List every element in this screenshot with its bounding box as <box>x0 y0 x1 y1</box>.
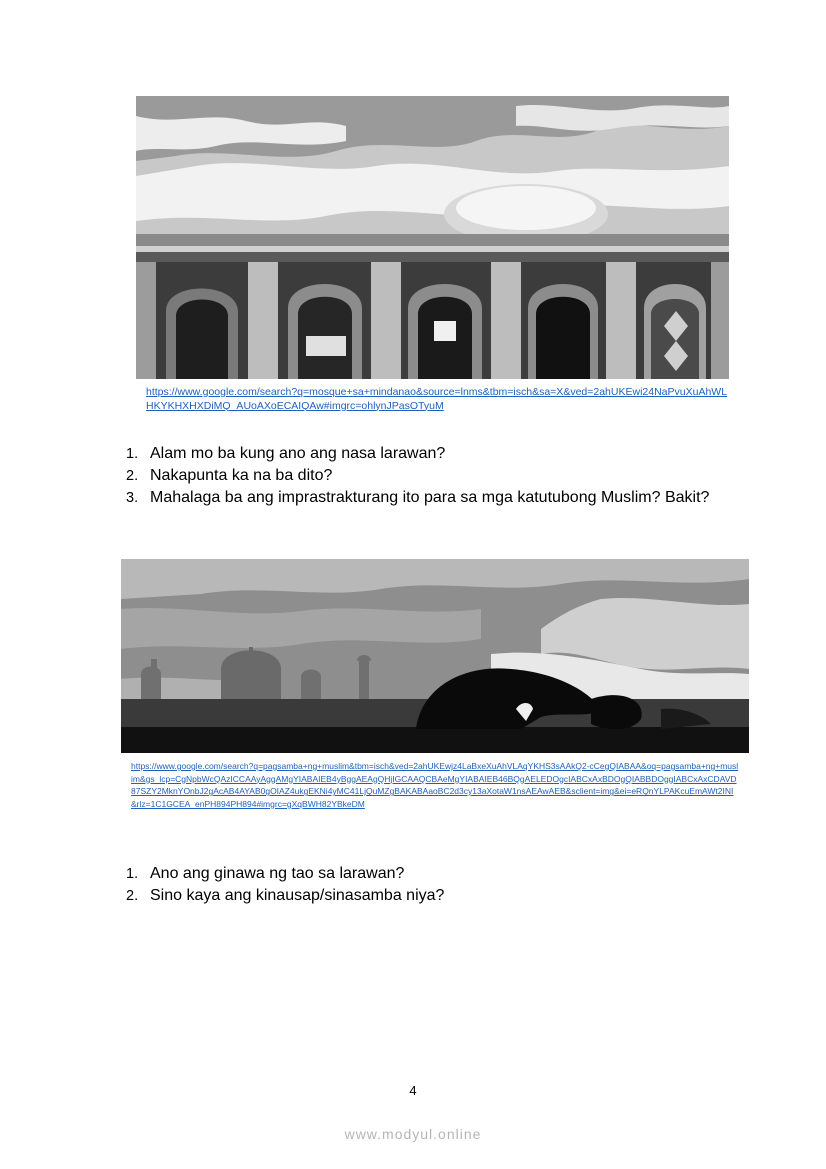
question-text: Mahalaga ba ang imprastrakturang ito para sa mga katutubong Muslim? Bakit? <box>150 489 710 506</box>
mosque-mindanao-photo <box>136 96 729 379</box>
list-number: 2. <box>126 468 139 484</box>
question-text: Nakapunta ka na ba dito? <box>150 467 333 484</box>
muslim-praying-silhouette <box>121 559 749 753</box>
question-text: Ano ang ginawa ng tao sa larawan? <box>150 865 405 882</box>
list-item <box>126 487 726 509</box>
list-number: 2. <box>126 888 139 904</box>
question-text: Alam mo ba kung ano ang nasa larawan? <box>150 445 446 462</box>
image-source-link[interactable]: https://www.google.com/search?q=mosque+sa+mindanao&source=lnms&tbm=isch&sa=X&ved=2ahUKEwi24NaPvuXuAhWLHKYKHXHXDiMQ_AUoAXoECAIQAw#imgrc=ohlynJPasOTyuM <box>146 386 728 412</box>
question-list-1 <box>126 443 726 509</box>
list-item <box>126 863 726 885</box>
list-item <box>126 465 726 487</box>
watermark: www.modyul.online <box>344 1126 482 1142</box>
list-number: 1. <box>126 866 139 882</box>
page-number: 4 <box>409 1083 417 1098</box>
list-number: 3. <box>126 490 139 506</box>
question-list-2 <box>126 863 726 907</box>
list-item <box>126 885 726 907</box>
image-source-link[interactable]: https://www.google.com/search?q=pagsamba+ng+muslim&tbm=isch&ved=2ahUKEwjz4LaBxeXuAhVLAqYKHS3sAAkQ2-cCegQIABAA&oq=pagsamba+ng+muslim&gs_lcp=CgNpbWcQAzICCAAyAggAMgYIABAIEB4yBggAEAgQHjIGCAAQCBAeMgYIABAIEB46BQgAELEDOgcIABCxAxBDOgQIABBDOggIABCxAxCDAVD87SZY2MknYOnbJ2gAcAB4AYAB0gOIAZ4ukgEKNi4yMC41LjQuMZgBAKABAaoBC2d3cy13aXotaW1nsAEAwAEB&sclient=img&ei=eRQnYLPAKcuEmAWt2INI&rlz=1C1GCEA_enPH894PH894#imgrc=gXqBWH82YBkeDM <box>131 761 739 809</box>
question-text: Sino kaya ang kinausap/sinasamba niya? <box>150 887 445 904</box>
list-item <box>126 443 726 465</box>
list-number: 1. <box>126 446 139 462</box>
